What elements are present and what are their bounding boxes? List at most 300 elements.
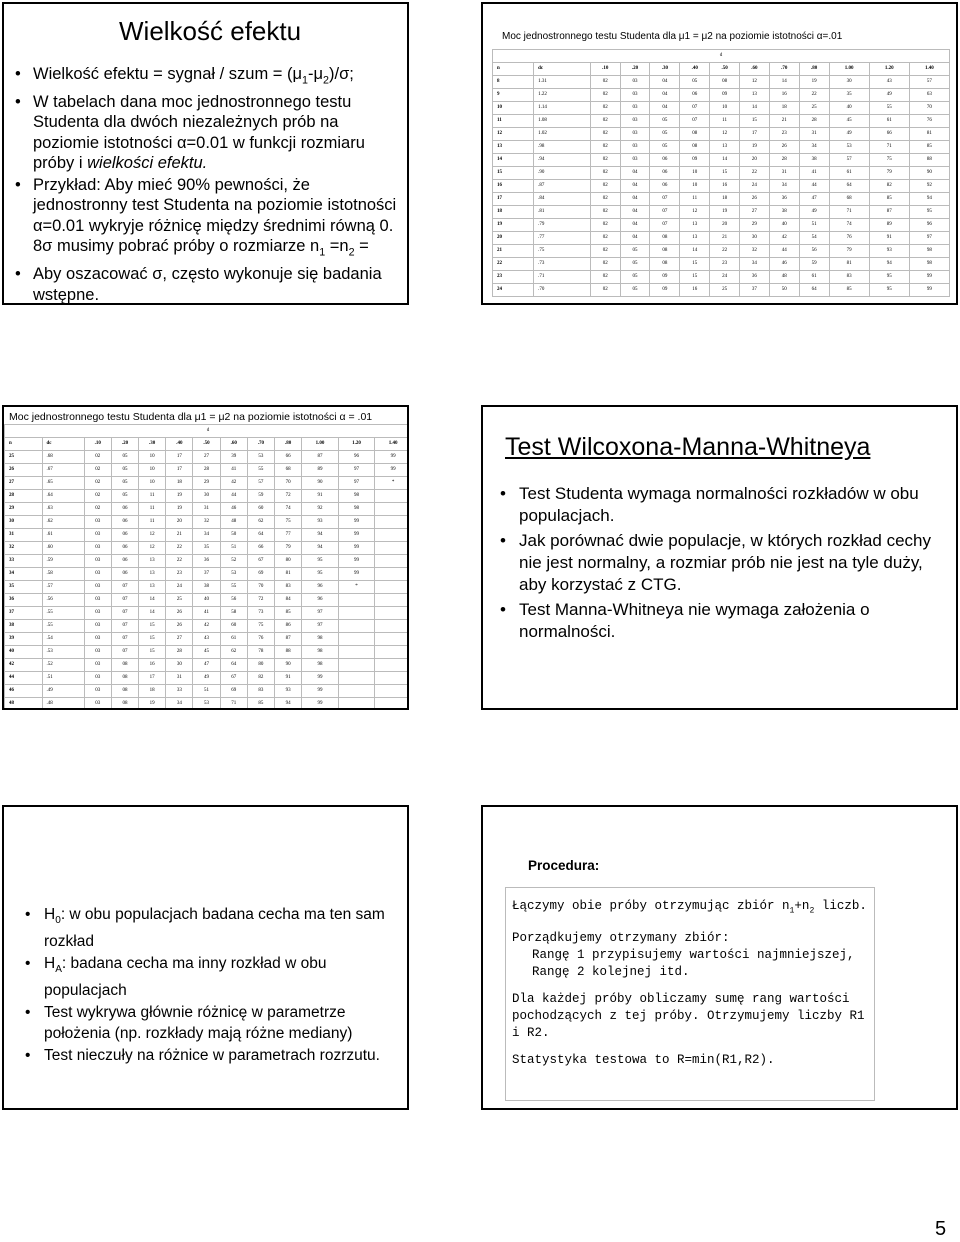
table-cell: 87 [275,633,302,646]
table-cell: 02 [84,477,111,490]
bullet-text: Test wykrywa głównie różnicę w parametrze położenia (np. rozkłady mają różne mediany) [44,1004,353,1042]
table-cell: .90 [534,167,591,180]
table-cell: 76 [829,232,869,245]
table-cell: 03 [84,607,111,620]
table-cell: .51 [42,672,84,685]
table-title: Moc jednostronnego testu Studenta dla μ1 = μ2 na poziomie istotności α = .01 [9,411,373,423]
table-cell: .55 [42,620,84,633]
table-cell: 19 [493,219,534,232]
table-cell: 14 [139,607,166,620]
table-cell: 8 [493,76,534,89]
table-cell: 24 [739,180,769,193]
table-cell: 03 [84,685,111,698]
table-cell: 74 [829,219,869,232]
table-cell: 84 [275,594,302,607]
table-row [5,477,410,490]
table-cell: 72 [275,490,302,503]
table-cell: 05 [111,477,138,490]
table-cell: 14 [680,245,710,258]
table-cell: 59 [247,490,274,503]
table-cell: 55 [869,102,909,115]
table-cell: 05 [650,141,680,154]
table-cell: 72 [247,594,274,607]
column-header: .60 [220,438,247,451]
table-cell: 1.14 [534,102,591,115]
page-number: 5 [935,1218,947,1240]
table-cell: 13 [493,141,534,154]
table-cell: .49 [42,685,84,698]
table-cell: 76 [247,633,274,646]
table-cell [375,594,409,607]
table-cell: 02 [590,258,620,271]
table-cell: 02 [590,167,620,180]
table-cell: 02 [590,193,620,206]
table-cell: 15 [710,167,740,180]
table-cell: 04 [620,206,650,219]
table-cell: 36 [5,594,43,607]
table-cell: 51 [193,685,220,698]
table-cell: 30 [829,76,869,89]
table-cell [338,685,375,698]
table-cell: 22 [493,258,534,271]
column-header: 1.20 [869,63,909,76]
table-cell: 13 [139,581,166,594]
table-cell: 38 [769,206,799,219]
table-cell: 41 [220,464,247,477]
table-cell: 96 [338,451,375,464]
table-cell: 22 [166,542,193,555]
table-cell: 22 [739,167,769,180]
table-row [5,581,410,594]
table-cell: 93 [869,245,909,258]
table-cell: 63 [909,89,949,102]
table-cell: 40 [5,646,43,659]
table-cell: 14 [739,102,769,115]
bullet-icon: • [25,1004,31,1022]
slide-hypotheses [2,805,409,1110]
table-cell: 05 [620,258,650,271]
table-cell: 23 [166,568,193,581]
table-cell: 13 [139,555,166,568]
table-cell: 55 [220,581,247,594]
table-cell: 34 [193,529,220,542]
bullet-item [14,264,406,305]
table-cell: 61 [799,271,829,284]
table-cell: 21 [710,232,740,245]
column-header: 1.40 [909,63,949,76]
table-cell: 95 [302,568,339,581]
table-cell: 13 [680,232,710,245]
table-cell: 38 [193,581,220,594]
table-row [5,698,410,711]
table-cell: 55 [247,464,274,477]
table-cell: 40 [829,102,869,115]
table-cell: 14 [139,594,166,607]
table-cell: 08 [680,128,710,141]
table-row [493,141,950,154]
table-cell: 05 [111,490,138,503]
table-cell: 56 [799,245,829,258]
table-cell: 12 [739,76,769,89]
table-cell: 07 [111,620,138,633]
table-cell: 17 [493,193,534,206]
table-cell: 97 [302,620,339,633]
column-header: .80 [275,438,302,451]
table-cell: 99 [302,685,339,698]
table-cell: 16 [710,180,740,193]
table-cell: 04 [620,167,650,180]
table-cell: 49 [829,128,869,141]
procedure-step-3: Dla każdej próby obliczamy sumę rang wartości pochodzących z tej próby. Otrzymujemy liczby R1 i R2. [512,991,865,1040]
table-cell: 09 [710,89,740,102]
table-row [493,258,950,271]
table-cell: 85 [829,284,869,297]
table-cell: .68 [42,451,84,464]
bullet-text: Aby oszacować σ, często wykonuje się badania wstępne. [33,265,382,304]
table-cell: 61 [220,633,247,646]
table-cell: 92 [302,503,339,516]
bullet-icon: • [15,65,21,83]
table-cell: 99 [302,672,339,685]
table-cell: 07 [111,633,138,646]
table-cell: 69 [247,568,274,581]
table-cell: 14 [710,154,740,167]
table-cell: 10 [680,167,710,180]
table-cell: 51 [220,542,247,555]
table-cell: 96 [909,219,949,232]
bullet-icon: • [500,531,506,550]
table-cell: 07 [111,581,138,594]
table-cell: 60 [247,503,274,516]
table-cell: 07 [650,193,680,206]
table-row [5,633,410,646]
table-cell: .60 [42,542,84,555]
table-cell: 02 [590,115,620,128]
table-cell: 03 [620,154,650,167]
bullet-item [14,175,406,263]
bullet-text: W tabelach dana moc jednostronnego testu Studenta dla dwóch niezależnych prób na poziomie istotności α=0.01 w funkcji rozmiaru próby i wielkości efektu. [33,92,365,173]
table-cell: 66 [869,128,909,141]
table-row [5,620,410,633]
table-cell: 15 [680,271,710,284]
table-row [5,555,410,568]
table-cell: 18 [166,477,193,490]
bullet-text: $H_0$: w obu populacjach badana cecha ma ten sam rozkład [44,906,385,950]
table-cell: 95 [869,284,909,297]
table-cell: 42 [5,659,43,672]
bullet-text: Wielkość efektu = sygnał / szum = $(\mu_1-\mu_2)/\sigma$; [33,65,354,87]
table-cell: 45 [829,115,869,128]
table-cell: 03 [84,529,111,542]
table-cell: .59 [42,555,84,568]
table-cell: 03 [84,555,111,568]
table-cell: 03 [620,141,650,154]
table-cell: 08 [650,232,680,245]
table-cell: 42 [193,620,220,633]
table-cell: 68 [275,464,302,477]
table-row [5,516,410,529]
table-cell: 97 [302,607,339,620]
table-cell: 39 [220,451,247,464]
table-cell: 52 [220,555,247,568]
table-cell: 79 [869,167,909,180]
table-cell: 07 [650,219,680,232]
table-cell: 10 [710,102,740,115]
table-row [5,607,410,620]
table-cell: 89 [869,219,909,232]
table-cell: 17 [739,128,769,141]
table-cell: 67 [220,672,247,685]
table-cell: 90 [302,477,339,490]
table-cell: 03 [84,594,111,607]
table-cell: 35 [829,89,869,102]
bullet-text: $H_A$: badana cecha ma inny rozkład w obu populacjach [44,955,327,999]
table-cell: 43 [869,76,909,89]
table-cell: 89 [302,464,339,477]
table-cell: 83 [247,685,274,698]
table-cell: 06 [680,89,710,102]
table-cell: 90 [275,659,302,672]
table-cell [338,633,375,646]
table-cell: 29 [5,503,43,516]
table-cell: 99 [338,542,375,555]
table-cell: 98 [338,503,375,516]
table-cell: 46 [5,685,43,698]
table-cell: 21 [493,245,534,258]
column-header: .40 [680,63,710,76]
table-cell: 62 [247,516,274,529]
table-cell: 82 [869,180,909,193]
table-cell: 9 [493,89,534,102]
table-cell: 68 [829,193,869,206]
table-cell [375,503,409,516]
procedure-heading: Procedura: [528,858,600,873]
table-cell: 87 [302,451,339,464]
table-cell: 03 [84,698,111,711]
table-cell: 09 [680,154,710,167]
table-cell: .67 [42,464,84,477]
slide-procedure [481,805,958,1110]
table-cell: 02 [590,141,620,154]
table-cell: 76 [909,115,949,128]
bullet-icon: • [25,955,31,973]
table-cell: 85 [869,193,909,206]
bullet-icon: • [500,484,506,503]
table-cell: 48 [220,516,247,529]
table-cell [375,490,409,503]
table-cell: 95 [869,271,909,284]
table-cell: 56 [220,594,247,607]
table-cell: 22 [166,555,193,568]
table-cell: 26 [769,141,799,154]
table-row [5,464,410,477]
table-cell: 71 [869,141,909,154]
column-header: 1.00 [302,438,339,451]
table-row [493,219,950,232]
table-cell: 64 [829,180,869,193]
table-row [5,451,410,464]
table-cell: 35 [5,581,43,594]
table-cell: 60 [220,620,247,633]
table-cell: 06 [111,542,138,555]
table-cell: 02 [590,245,620,258]
table-cell: 08 [710,76,740,89]
table-cell: 37 [739,284,769,297]
table-cell: 22 [710,245,740,258]
table-cell: 33 [5,555,43,568]
table-cell: 02 [590,102,620,115]
table-cell: 34 [799,141,829,154]
table-cell: 19 [166,490,193,503]
slide-effect-size [2,2,409,305]
table-cell: 24 [493,284,534,297]
table-cell: 04 [650,102,680,115]
table-row [493,128,950,141]
table-cell [338,594,375,607]
table-cell [375,581,409,594]
table-cell: 02 [84,503,111,516]
table-cell: 15 [139,633,166,646]
table-cell: 10 [493,102,534,115]
table-cell: 19 [739,141,769,154]
table-cell: 07 [680,102,710,115]
table-cell: 21 [769,115,799,128]
table-cell: 46 [769,258,799,271]
bullet-list [499,483,939,646]
table-cell: 44 [5,672,43,685]
table-cell: 17 [139,672,166,685]
table-cell: 86 [275,620,302,633]
table-cell: 99 [338,529,375,542]
table-cell: 67 [247,555,274,568]
table-cell: 26 [166,620,193,633]
table-cell: 28 [769,154,799,167]
table-cell: 20 [493,232,534,245]
table-cell: 02 [590,219,620,232]
bullet-item [24,905,404,952]
table-cell: 31 [799,128,829,141]
table-cell: 36 [769,193,799,206]
bullet-item [499,530,939,596]
table-cell: 20 [166,516,193,529]
table-cell: 27 [5,477,43,490]
table-cell: 31 [193,503,220,516]
table-cell: 53 [220,568,247,581]
table-cell: 88 [275,646,302,659]
table-cell: 11 [139,503,166,516]
table-cell [375,698,409,711]
table-cell: 15 [739,115,769,128]
table-cell [375,646,409,659]
table-cell: 03 [84,620,111,633]
table-cell: 31 [5,529,43,542]
bullet-item [499,599,939,643]
table-cell: 08 [111,659,138,672]
table-cell: 27 [166,633,193,646]
procedure-box [505,887,875,1101]
table-cell: 93 [302,516,339,529]
table-cell: 05 [620,245,650,258]
table-cell: 05 [650,115,680,128]
table-row [5,529,410,542]
table-cell: .52 [42,659,84,672]
column-header: .30 [139,438,166,451]
table-cell: 28 [166,646,193,659]
column-header: dc [42,438,84,451]
slide-title: Test Wilcoxona-Manna-Whitneya [505,433,871,461]
table-cell: 06 [111,516,138,529]
table-cell: 29 [739,219,769,232]
table-cell: .84 [534,193,591,206]
table-cell: 29 [193,477,220,490]
table-cell: 70 [275,477,302,490]
table-cell: 03 [84,568,111,581]
table-cell: * [338,581,375,594]
table-cell: 98 [302,659,339,672]
table-cell: 75 [869,154,909,167]
table-cell [375,633,409,646]
table-cell: 28 [5,490,43,503]
table-cell [338,698,375,711]
table-cell: 40 [769,219,799,232]
table-cell: 12 [139,542,166,555]
table-cell: 02 [590,76,620,89]
table-cell: 03 [620,128,650,141]
table-cell: 88 [909,154,949,167]
table-cell: 69 [220,685,247,698]
table-cell [375,555,409,568]
table-header-row [493,63,950,76]
table-cell: 18 [769,102,799,115]
table-cell: 07 [111,607,138,620]
table-cell: .75 [534,245,591,258]
table-cell: 99 [909,284,949,297]
power-table [492,49,950,297]
table-cell: 73 [247,607,274,620]
table-cell [375,607,409,620]
table-cell: 95 [302,555,339,568]
table-cell: 20 [710,219,740,232]
table-cell: .54 [42,633,84,646]
procedure-step-1: Łączymy obie próby otrzymując zbiór $n_1+n_2$ liczb. [512,899,867,916]
table-cell: 36 [193,555,220,568]
table-cell: 74 [275,503,302,516]
table-cell: 1.22 [534,89,591,102]
table-cell: 99 [338,555,375,568]
table-cell: 28 [193,464,220,477]
table-cell: 79 [829,245,869,258]
table-cell: 05 [111,451,138,464]
table-cell: 04 [620,180,650,193]
table-cell: 07 [650,206,680,219]
column-header: 1.40 [375,438,409,451]
table-cell: 34 [769,180,799,193]
table-cell: 71 [220,698,247,711]
column-header: .50 [193,438,220,451]
column-header: .50 [710,63,740,76]
table-cell: 03 [620,102,650,115]
table-cell [375,542,409,555]
table-cell [375,659,409,672]
table-cell [338,646,375,659]
column-header: n [5,438,43,451]
table-cell: 38 [5,620,43,633]
table-row [5,503,410,516]
table-cell: 49 [193,672,220,685]
table-row [5,646,410,659]
table-cell [338,607,375,620]
table-row [493,271,950,284]
